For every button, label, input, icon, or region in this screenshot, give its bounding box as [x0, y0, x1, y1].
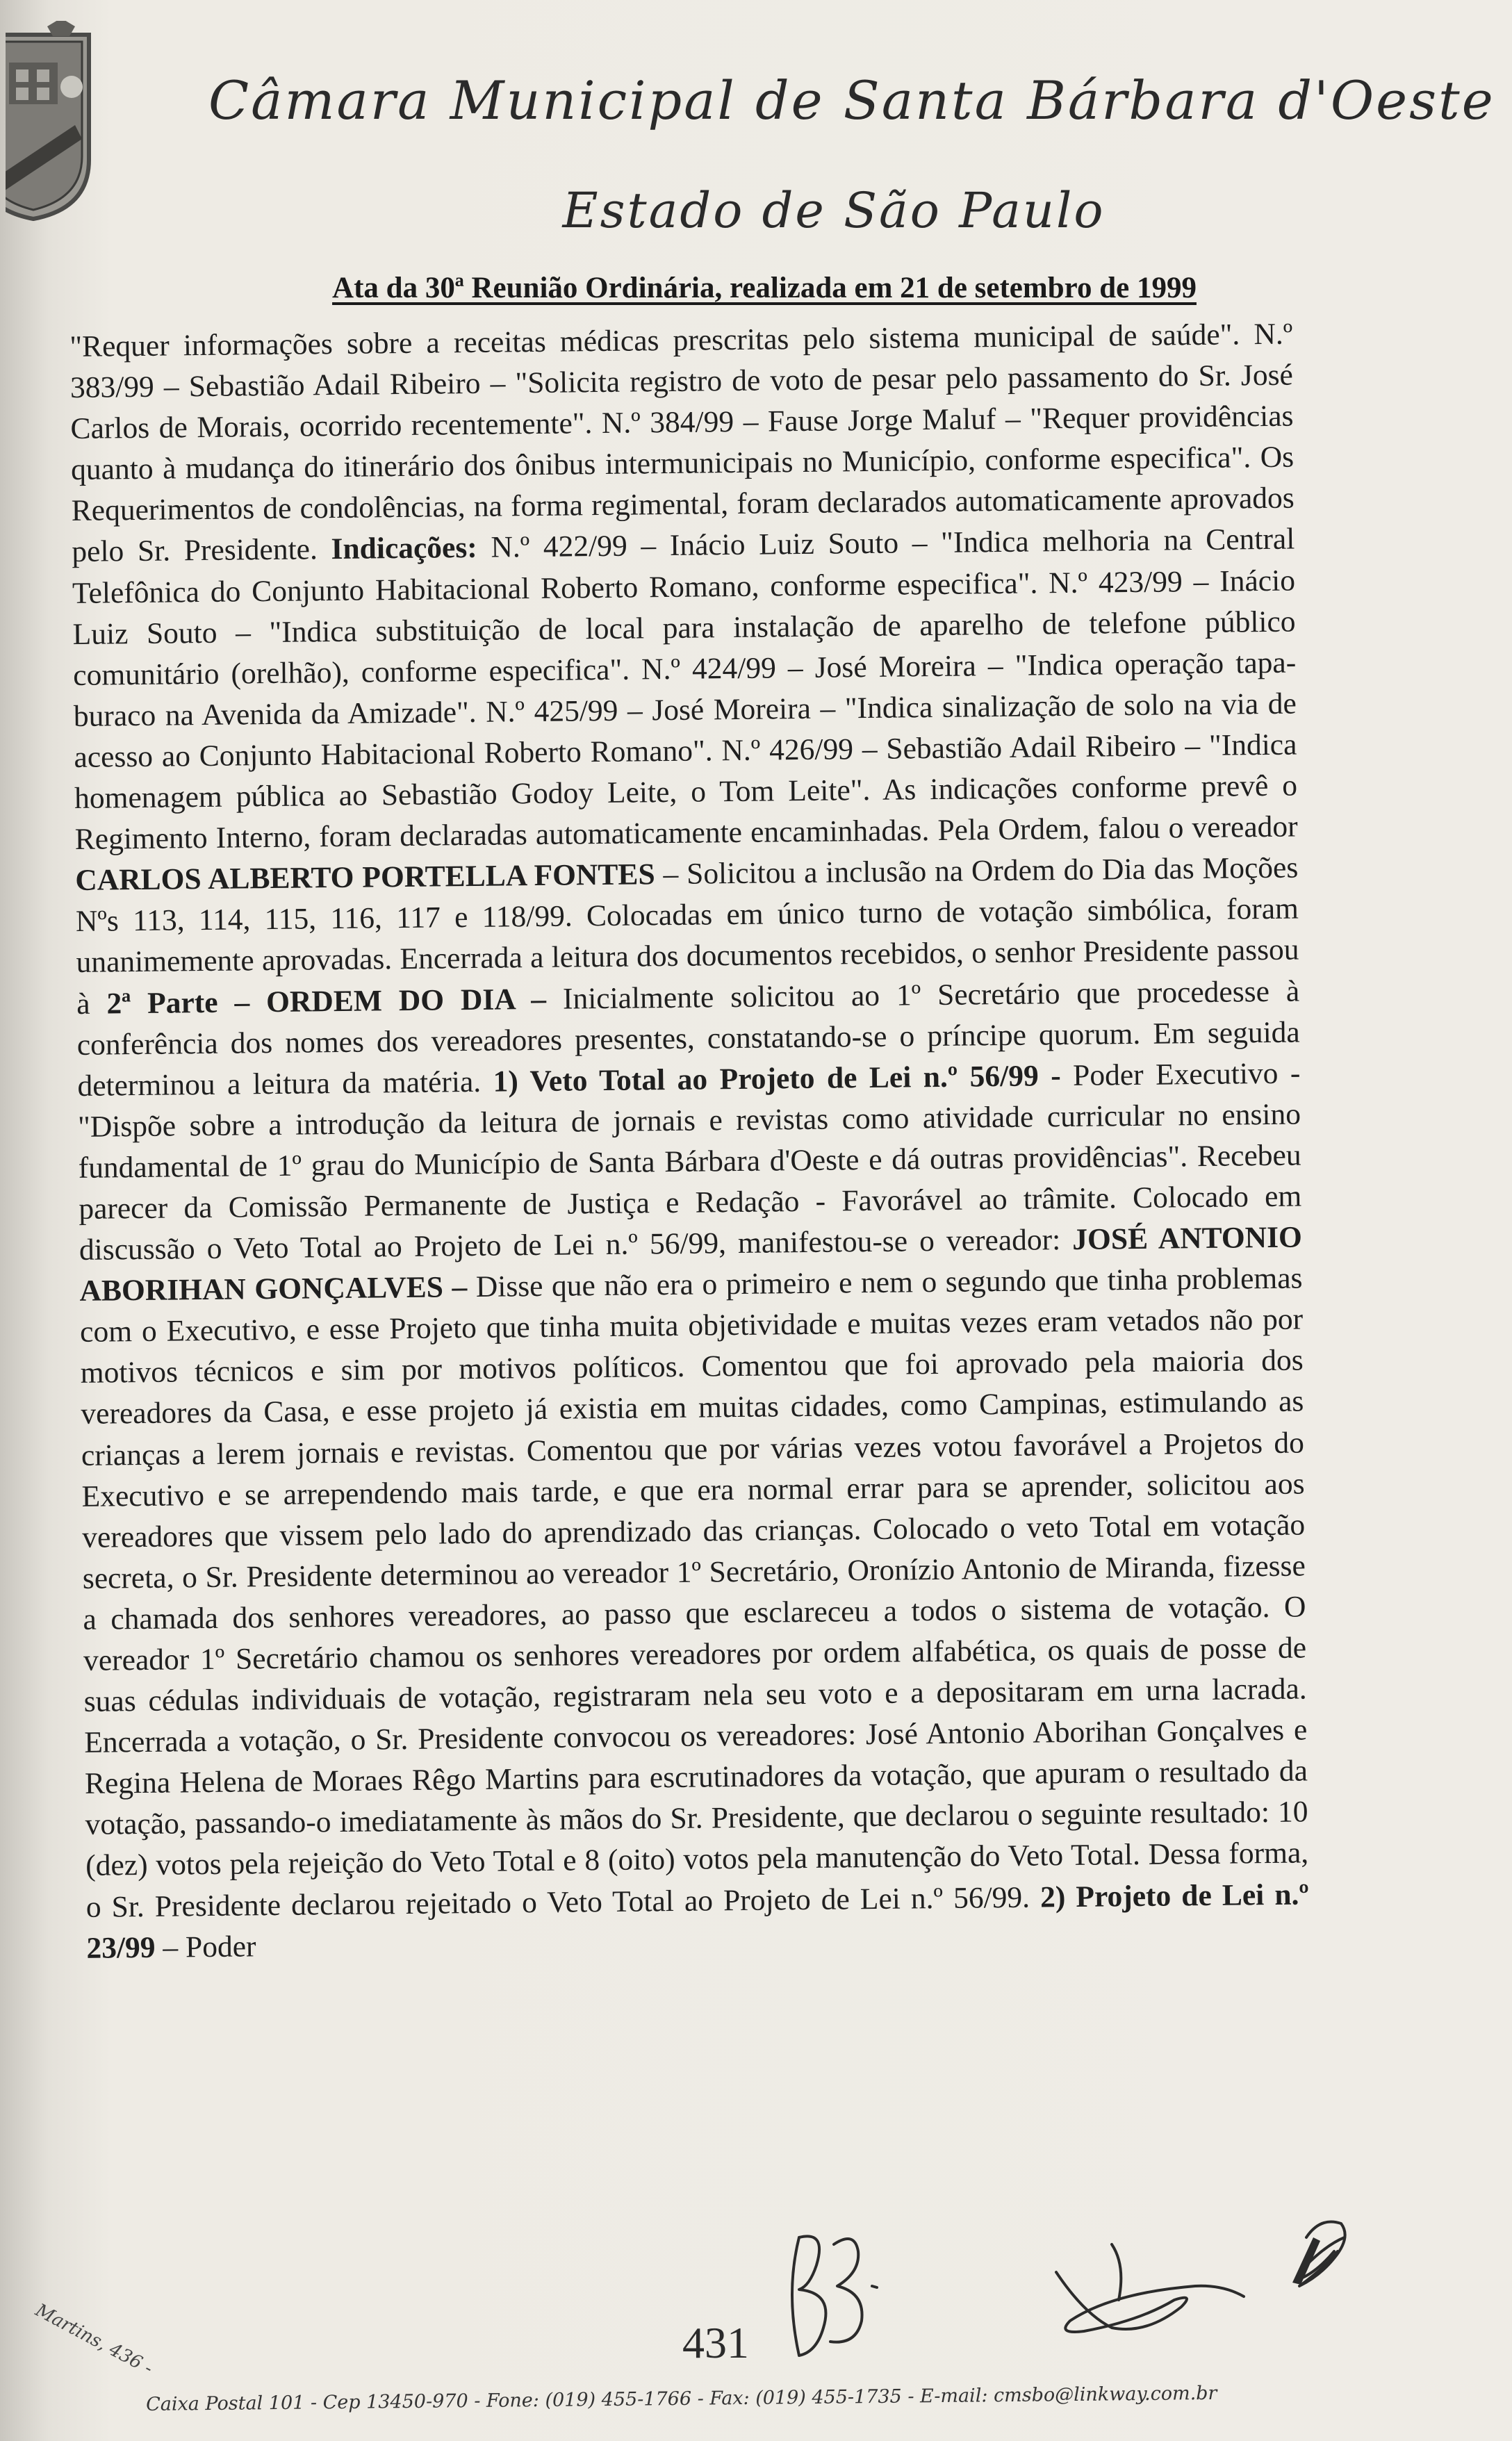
header-subtitle: Estado de São Paulo [562, 182, 1106, 239]
body-text: Disse que não era o primeiro e nem o segundo que tinha problemas com o Executivo, e esse Projeto que tinha muita objetividade e muitas vezes eram vetados não por motivos técnicos e sim por motivos políticos. Comentou que foi aprovado pela maioria dos vereadores da Casa, e esse projeto já existia em muitas cidades, como Campinas, estimulando as crianças a lerem jornais e revistas. Comentou que por várias vezes votou favorável a Projetos do Executivo e se arrependendo mais tarde, e que era normal errar para se aprender, solicitou aos vereadores que vissem pelo lado do aprendizado das crianças. Colocado o veto Total em votação secreta, o Sr. Presidente determinou ao vereador 1º Secretário, Oronízio Antonio de Miranda, fizesse a chamada dos senhores vereadores, ao passo que esclareceu a todos o sistema de votação. O vereador 1º Secretário chamou os senhores vereadores por ordem alfabética, os quais de posse de suas cédulas individuais de votação, registraram nela seu voto e a depositaram em urna lacrada. Encerrada a votação, o Sr. Presidente convocou os vereadores: José Antonio Aborihan Gonçalves e Regina Helena de Moraes Rêgo Martins para escrutinadores da votação, que apuram o resultado da votação, passando-o imediatamente às mãos do Sr. Presidente, que declarou o seguinte resultado: 10 (dez) votos pela rejeição do Veto Total e 8 (oito) votos pela manutenção do Veto Total. Dessa forma, o Sr. Presidente declarou rejeitado o Veto Total ao Projeto de Lei n.º 56/99. [79, 1261, 1309, 1924]
header-title: Câmara Municipal de Santa Bárbara d'Oeste [208, 69, 1495, 131]
order-of-day-heading: 2ª Parte – ORDEM DO DIA – [106, 982, 547, 1020]
body-text: Inicialmente solicitou ao 1º Secretário que procedesse à conferência dos nomes dos vereadores presentes, constatando-se o príncipe quorum. Em seguida determinou a leitura da matéria. [76, 974, 1300, 1103]
body-text: – Poder [155, 1929, 256, 1964]
meeting-title [174, 271, 1355, 305]
councilor-name: CARLOS ALBERTO PORTELLA FONTES [75, 857, 655, 898]
body-text: N.º 422/99 – Inácio Luiz Souto – "Indica melhoria na Central Telefônica do Conjunto Habitacional Roberto Romano, conforme especifica". N.º 423/99 – Inácio Luiz Souto – "Indica substituição de local para instalação de aparelho de telefone público comunitário (orelhão), conforme especifica". N.º 424/99 – José Moreira – "Indica operação tapa-buraco na Avenida da Amizade". N.º 425/99 – José Moreira – "Indica sinalização de solo na via de acesso ao Conjunto Habitacional Roberto Romano". N.º 426/99 – Sebastião Adail Ribeiro – "Indica homenagem pública ao Sebastião Godoy Leite, o Tom Leite". As indicações conforme prevê o Regimento Interno, foram declaradas automaticamente encaminhadas. Pela Ordem, falou o vereador [72, 523, 1298, 857]
agenda-item-2: 2) Projeto de Lei n.º 23/99 [86, 1877, 1309, 1965]
handwritten-signatures [695, 2210, 1390, 2369]
coat-of-arms-icon [6, 21, 110, 222]
footer-address: Caixa Postal 101 - Cep 13450-970 - Fone: (019) 455-1766 - Fax: (019) 455-1735 - E-mail: cmsbo@linkway.com.br [146, 2382, 1217, 2415]
footer-side-text: Martins, 436 - [31, 2300, 156, 2380]
agenda-item-1: 1) Veto Total ao Projeto de Lei n.º 56/99 - [493, 1058, 1061, 1099]
body-text: Poder Executivo - "Dispõe sobre a introdução da leitura de jornais e revistas como atividade curricular no ensino fundamental de 1º grau do Município de Santa Bárbara d'Oeste e dá outras providências". Recebeu parecer da Comissão Permanente de Justiça e Redação - Favorável ao trâmite. Colocado em discussão o Veto Total ao Projeto de Lei n.º 56/99, manifestou-se o vereador: [77, 1056, 1302, 1267]
body-text: – Solicitou a inclusão na Ordem do Dia das Moções Nºs 113, 114, 115, 116, 117 e 118/99. Colocadas em único turno de votação simbólica, foram unanimemente aprovadas. Encerrada a leitura dos documentos recebidos, o senhor Presidente passou à [75, 850, 1299, 1021]
body-text: "Requer informações sobre a receitas médicas prescritas pelo sistema municipal de saúde". N.º 383/99 – Sebastião Adail Ribeiro – "Solicita registro de voto de pesar pelo passamento do Sr. José Carlos de Morais, ocorrido recentemente". N.º 384/99 – Fause Jorge Maluf – "Requer providências quanto à mudança do itinerário dos ônibus intermunicipais no Município, conforme especifica". Os Requerimentos de condolências, na forma regimental, foram declarados automaticamente aprovados pelo Sr. Presidente. [69, 317, 1295, 569]
indications-heading: Indicações: [331, 531, 478, 566]
minutes-body [69, 314, 1312, 2196]
meeting-title-text: Ata da 30ª Reunião Ordinária, realizada em 21 de setembro de 1999 [332, 272, 1197, 304]
councilor-name: JOSÉ ANTONIO ABORIHAN GONÇALVES – [79, 1220, 1303, 1308]
page-number: 431 [682, 2318, 749, 2367]
